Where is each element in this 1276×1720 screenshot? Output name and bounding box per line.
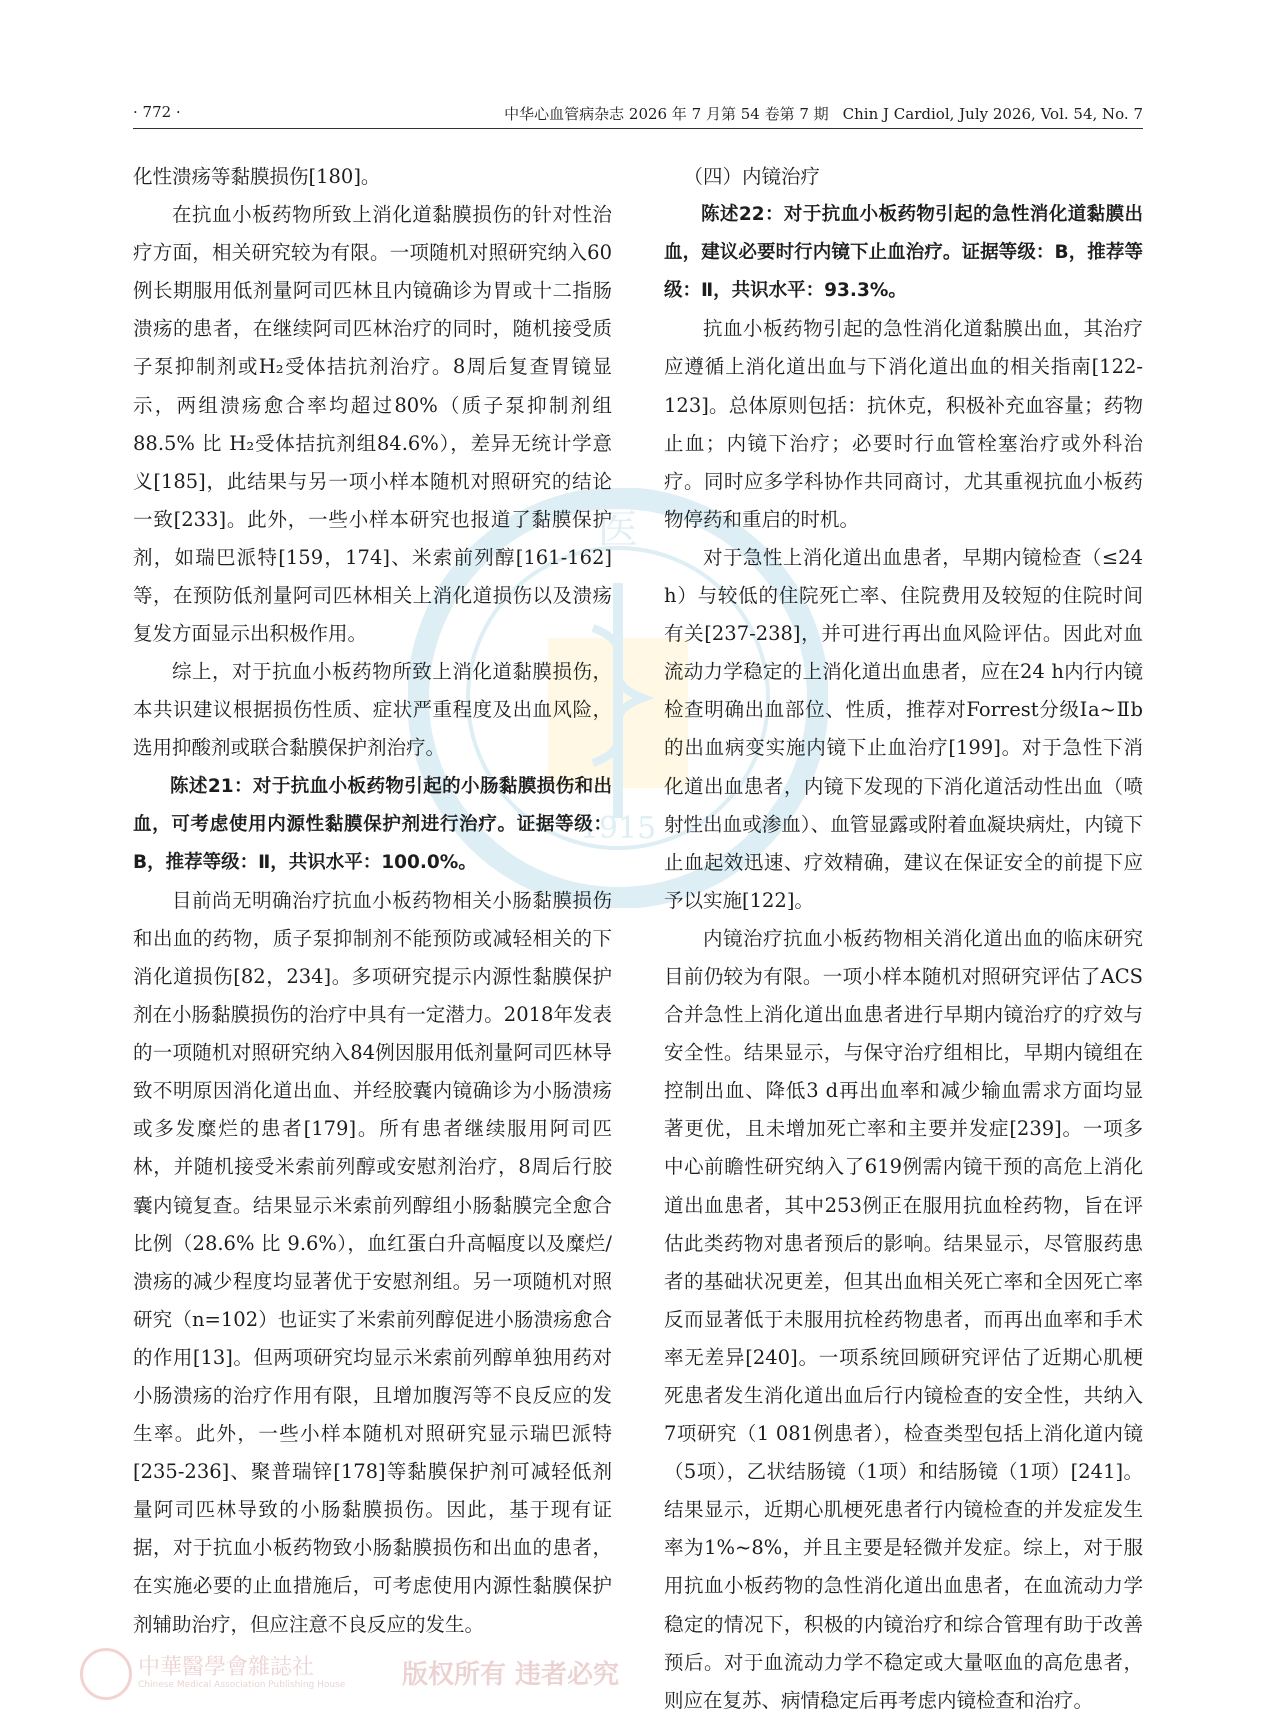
paragraph: 目前尚无明确治疗抗血小板药物相关小肠黏膜损伤和出血的药物，质子泵抑制剂不能预防或减轻相关的下消化道损伤[82，234]。多项研究提示内源性黏膜保护剂在小肠黏膜损伤的治疗中具有一定潜力。2018年发表的一项随机对照研究纳入84例因服用低剂量阿司匹林导致不明原因消化道出血、并经胶囊内镜确诊为小肠溃疡或多发糜烂的患者[179]。所有患者继续服用阿司匹林，并随机接受米索前列醇或安慰剂治疗，8周后行胶囊内镜复查。结果显示米索前列醇组小肠黏膜完全愈合比例（28.6% 比 9.6%），血红蛋白升高幅度以及糜烂/溃疡的减少程度均显著优于安慰剂组。另一项随机对照研究（n=102）也证实了米索前列醇促进小肠溃疡愈合的作用[13]。但两项研究均显示米索前列醇单独用药对小肠溃疡的治疗作用有限，且增加腹泻等不良反应的发生率。此外，一些小样本随机对照研究显示瑞巴派特[235-236]、聚普瑞锌[178]等黏膜保护剂可减轻低剂量阿司匹林导致的小肠黏膜损伤。因此，基于现有证据，对于抗血小板药物致小肠黏膜损伤和出血的患者，在实施必要的止血措施后，可考虑使用内源性黏膜保护剂辅助治疗，但应注意不良反应的发生。 — [133, 888, 612, 1636]
statement-21: 陈述21：对于抗血小板药物引起的小肠黏膜损伤和出血，可考虑使用内源性黏膜保护剂进行治疗。证据等级：B，推荐等级：Ⅱ，共识水平：100.0%。 — [133, 775, 612, 873]
publisher-name-cn: 中華醫學會雜誌社 — [138, 1655, 315, 1680]
publisher-name-en: Chinese Medical Association Publishing House — [138, 1680, 346, 1690]
paragraph: 对于急性上消化道出血患者，早期内镜检查（≤24 h）与较低的住院死亡率、住院费用及较短的住院时间有关[237-238]，并可进行再出血风险评估。因此对血流动力学稳定的上消化道出血患者，应在24 h内行内镜检查明确出血部位、性质，推荐对Forrest分级Ⅰa~Ⅱb的出血病变实施内镜下止血治疗[199]。对于急性下消化道出血患者，内镜下发现的下消化道活动性出血（喷射性出血或渗血）、血管显露或附着血凝块病灶，内镜下止血起效迅速、疗效精确，建议在保证安全的前提下应予以实施[122]。 — [664, 545, 1143, 912]
publisher-emblem-icon — [80, 1648, 132, 1700]
journal-name-cn: 中华心血管病杂志 2026 年 7 月第 54 卷第 7 期 — [504, 105, 829, 123]
paragraph: 综上，对于抗血小板药物所致上消化道黏膜损伤，本共识建议根据损伤性质、症状严重程度及出血风险，选用抑酸剂或联合黏膜保护剂治疗。 — [133, 660, 612, 760]
left-column — [133, 158, 612, 1644]
seal-char: 医 — [598, 507, 638, 553]
page-number: · 772 · — [133, 103, 181, 121]
header-rule — [133, 128, 1143, 129]
paragraph: 化性溃疡等黏膜损伤[180]。 — [133, 165, 381, 188]
section-heading: （四）内镜治疗 — [683, 165, 821, 188]
right-column — [664, 158, 1143, 1720]
running-header — [133, 103, 1143, 125]
paragraph: 内镜治疗抗血小板药物相关消化道出血的临床研究目前仍较为有限。一项小样本随机对照研究评估了ACS合并急性上消化道出血患者进行早期内镜治疗的疗效与安全性。结果显示，与保守治疗组相比，早期内镜组在控制出血、降低3 d再出血率和减少输血需求方面均显著更优，且未增加死亡率和主要并发症[239]。一项多中心前瞻性研究纳入了619例需内镜干预的高危上消化道出血患者，其中253例正在服用抗血栓药物，旨在评估此类药物对患者预后的影响。结果显示，尽管服药患者的基础状况更差，但其出血相关死亡率和全因死亡率反而显著低于未服用抗栓药物患者，而再出血率和手术率无差异[240]。一项系统回顾研究评估了近期心肌梗死患者发生消化道出血后行内镜检查的安全性，共纳入7项研究（1 081例患者），检查类型包括上消化道内镜（5项），乙状结肠镜（1项）和结肠镜（1项）[241]。结果显示，近期心肌梗死患者行内镜检查的并发症发生率为1%~8%，并且主要是轻微并发症。综上，对于服用抗血小板药物的急性消化道出血患者，在血流动力学稳定的情况下，积极的内镜治疗和综合管理有助于改善预后。对于血流动力学不稳定或大量呕血的高危患者，则应在复苏、病情稳定后再考虑内镜检查和治疗。 — [664, 926, 1143, 1712]
paragraph: 在抗血小板药物所致上消化道黏膜损伤的针对性治疗方面，相关研究较为有限。一项随机对照研究纳入60例长期服用低剂量阿司匹林且内镜确诊为胃或十二指肠溃疡的患者，在继续阿司匹林治疗的同时，随机接受质子泵抑制剂或H₂受体拮抗剂治疗。8周后复查胃镜显示，两组溃疡愈合率均超过80%（质子泵抑制剂组88.5% 比 H₂受体拮抗剂组84.6%），差异无统计学意义[185]，此结果与另一项小样本随机对照研究的结论一致[233]。此外，一些小样本研究也报道了黏膜保护剂，如瑞巴派特[159，174]、米索前列醇[161-162]等，在预防低剂量阿司匹林相关上消化道损伤以及溃疡复发方面显示出积极作用。 — [133, 203, 612, 646]
statement-22: 陈述22：对于抗血小板药物引起的急性消化道黏膜出血，建议必要时行内镜下止血治疗。证据等级：B，推荐等级：Ⅱ，共识水平：93.3%。 — [664, 204, 1143, 302]
copyright-stamp: 版权所有 违者必究 — [402, 1660, 620, 1690]
publisher-logo-watermark — [80, 1648, 620, 1698]
paragraph: 抗血小板药物引起的急性消化道黏膜出血，其治疗应遵循上消化道出血与下消化道出血的相关指南[122-123]。总体原则包括：抗休克，积极补充血容量；药物止血；内镜下治疗；必要时行血管栓塞治疗或外科治疗。同时应多学科协作共同商讨，尤其重视抗血小板药物停药和重启的时机。 — [664, 317, 1143, 531]
seal-year: 1915 — [579, 811, 657, 846]
journal-citation — [504, 103, 1143, 124]
journal-name-en: Chin J Cardiol, July 2026, Vol. 54, No. 7 — [842, 105, 1143, 123]
